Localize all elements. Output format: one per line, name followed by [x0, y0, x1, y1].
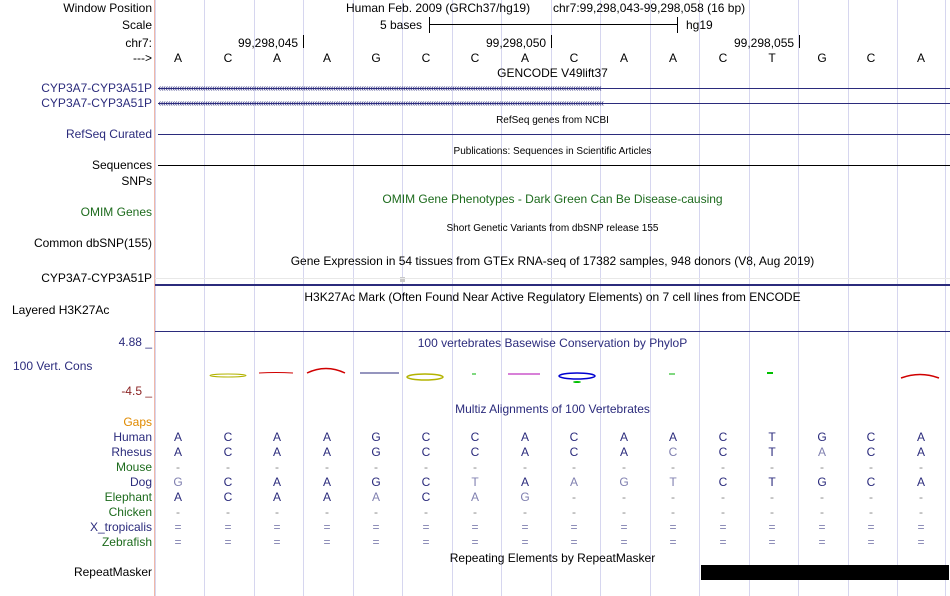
track-labels	[0, 0, 154, 596]
gencode-line-2	[158, 103, 950, 104]
aligned-base: =	[917, 520, 925, 534]
aligned-base: C	[718, 475, 728, 489]
aligned-base: A	[272, 475, 281, 489]
coord-label-2: 99,298,050	[486, 36, 547, 50]
phylop-conservation-plot[interactable]	[155, 362, 950, 386]
aligned-base: =	[174, 520, 182, 534]
aligned-base: =	[372, 535, 380, 549]
species-human[interactable]: Human	[113, 430, 152, 444]
aligned-base: -	[523, 460, 527, 474]
aligned-base: -	[176, 460, 180, 474]
aligned-base: =	[669, 535, 677, 549]
aligned-base: C	[223, 490, 233, 504]
aligned-base: C	[421, 445, 431, 459]
dbsnp-track-title: Short Genetic Variants from dbSNP release 155	[446, 223, 659, 234]
aligned-base: =	[224, 535, 232, 549]
refseq-gene-line[interactable]	[158, 134, 950, 135]
aligned-base: -	[770, 490, 774, 504]
aligned-base: A	[272, 445, 281, 459]
multiz-track-title: Multiz Alignments of 100 Vertebrates	[455, 402, 650, 416]
aligned-base: =	[818, 535, 826, 549]
aligned-base: A	[272, 490, 281, 504]
label-window-position: Window Position	[63, 1, 152, 15]
species-elephant[interactable]: Elephant	[104, 490, 152, 504]
aligned-base: A	[322, 445, 331, 459]
species-zebrafish[interactable]: Zebrafish	[101, 535, 152, 549]
label-snps[interactable]: SNPs	[121, 174, 152, 188]
aligned-base: =	[818, 520, 826, 534]
coord-label-1: 99,298,045	[238, 36, 299, 50]
scale-label: 5 bases	[380, 18, 423, 32]
h3k27ac-signal-line[interactable]	[155, 331, 950, 332]
base: A	[322, 51, 331, 65]
aligned-base: -	[869, 505, 873, 519]
refseq-track-title: RefSeq genes from NCBI	[496, 115, 609, 126]
label-scale: Scale	[121, 18, 152, 32]
aligned-base: G	[371, 475, 381, 489]
aligned-base: -	[424, 460, 428, 474]
aligned-base: A	[322, 490, 331, 504]
aligned-base: -	[919, 505, 923, 519]
sequences-line[interactable]	[158, 165, 950, 166]
aligned-base: A	[272, 430, 281, 444]
scale-bar-left-tick	[429, 17, 430, 33]
base: C	[421, 51, 431, 65]
aligned-base: -	[721, 460, 725, 474]
aligned-base: =	[422, 535, 430, 549]
gtex-track-title: Gene Expression in 54 tissues from GTEx RNA-seq of 17382 samples, 948 donors (V8, Aug 2019)	[290, 254, 815, 268]
aligned-base: =	[917, 535, 925, 549]
h3k27ac-track-title: H3K27Ac Mark (Often Found Near Active Regulatory Elements) on 7 cell lines from ENCODE	[304, 290, 801, 304]
aligned-base: -	[770, 505, 774, 519]
aligned-base: =	[570, 535, 578, 549]
aligned-base: C	[470, 445, 480, 459]
aligned-base: C	[223, 475, 233, 489]
aligned-base: G	[173, 475, 183, 489]
aligned-base: A	[173, 490, 182, 504]
aligned-base: T	[471, 475, 479, 489]
label-repeatmasker[interactable]: RepeatMasker	[73, 565, 152, 579]
aligned-base: G	[817, 475, 827, 489]
aligned-base: =	[471, 520, 479, 534]
base: C	[569, 51, 579, 65]
aligned-base: =	[719, 520, 727, 534]
aligned-base: -	[572, 460, 576, 474]
aligned-base: =	[224, 520, 232, 534]
cons-max-value: 4.88 _	[118, 335, 152, 349]
db-label: hg19	[686, 18, 713, 32]
aligned-base: A	[470, 490, 479, 504]
aligned-base: -	[473, 505, 477, 519]
aligned-base: =	[867, 520, 875, 534]
aligned-base: A	[322, 475, 331, 489]
aligned-base: T	[669, 475, 677, 489]
species-x-tropicalis[interactable]: X_tropicalis	[89, 520, 152, 534]
label-strand-arrow[interactable]: --->	[133, 51, 152, 65]
aligned-base: C	[470, 430, 480, 444]
gencode-track-title: GENCODE V49lift37	[497, 66, 608, 80]
label-dbsnp[interactable]: Common dbSNP(155)	[33, 236, 152, 250]
label-gaps[interactable]: Gaps	[123, 415, 152, 429]
base: C	[470, 51, 480, 65]
aligned-base: A	[916, 430, 925, 444]
aligned-base: A	[817, 445, 826, 459]
publications-track-title: Publications: Sequences in Scientific Articles	[453, 146, 652, 157]
scale-bar-right-tick	[677, 17, 678, 33]
cons-min-value: -4.5 _	[121, 384, 152, 398]
aligned-base: -	[275, 505, 279, 519]
scale-bar	[429, 24, 677, 25]
aligned-base: -	[374, 460, 378, 474]
aligned-base: =	[174, 535, 182, 549]
aligned-base: T	[768, 475, 776, 489]
aligned-base: -	[325, 460, 329, 474]
aligned-base: C	[421, 430, 431, 444]
aligned-base: -	[572, 505, 576, 519]
aligned-base: -	[325, 505, 329, 519]
aligned-base: T	[768, 430, 776, 444]
aligned-base: -	[820, 490, 824, 504]
aligned-base: =	[867, 535, 875, 549]
base: A	[520, 51, 529, 65]
label-omim[interactable]: OMIM Genes	[80, 205, 152, 219]
aligned-base: C	[569, 445, 579, 459]
base: C	[866, 51, 876, 65]
assembly-title: Human Feb. 2009 (GRCh37/hg19)	[346, 1, 531, 15]
base: G	[817, 51, 827, 65]
aligned-base: A	[520, 445, 529, 459]
aligned-base: G	[817, 430, 827, 444]
aligned-base: G	[371, 445, 381, 459]
aligned-base: -	[572, 490, 576, 504]
base: C	[718, 51, 728, 65]
aligned-base: A	[668, 430, 677, 444]
aligned-base: -	[473, 460, 477, 474]
aligned-base: =	[422, 520, 430, 534]
aligned-base: -	[523, 505, 527, 519]
gtex-baseline	[155, 278, 950, 279]
label-refseq[interactable]: RefSeq Curated	[65, 127, 152, 141]
aligned-base: C	[718, 430, 728, 444]
label-cons[interactable]: 100 Vert. Cons	[13, 359, 93, 373]
base: G	[371, 51, 381, 65]
coord-label-3: 99,298,055	[734, 36, 795, 50]
label-chr: chr7:	[125, 36, 152, 50]
aligned-base: =	[273, 520, 281, 534]
aligned-base: G	[371, 430, 381, 444]
repeatmasker-track-title: Repeating Elements by RepeatMasker	[449, 551, 656, 565]
coord-tick-3	[799, 35, 800, 48]
species-dog[interactable]: Dog	[129, 475, 152, 489]
aligned-base: =	[471, 535, 479, 549]
base: A	[272, 51, 281, 65]
aligned-base: =	[323, 535, 331, 549]
base: A	[668, 51, 677, 65]
aligned-base: C	[223, 445, 233, 459]
aligned-base: A	[371, 490, 380, 504]
aligned-base: -	[226, 460, 230, 474]
aligned-base: C	[223, 430, 233, 444]
label-sequences[interactable]: Sequences	[91, 158, 152, 172]
aligned-base: A	[569, 475, 578, 489]
label-h3k27ac[interactable]: Layered H3K27Ac	[12, 303, 110, 317]
aligned-base: -	[820, 460, 824, 474]
aligned-base: -	[275, 460, 279, 474]
aligned-base: =	[719, 535, 727, 549]
species-rhesus[interactable]: Rhesus	[111, 445, 152, 459]
aligned-base: C	[866, 445, 876, 459]
repeat-element-block[interactable]	[701, 565, 949, 580]
aligned-base: =	[521, 520, 529, 534]
aligned-base: -	[226, 505, 230, 519]
aligned-base: -	[622, 490, 626, 504]
aligned-base: -	[770, 460, 774, 474]
aligned-base: =	[768, 535, 776, 549]
aligned-base: C	[718, 445, 728, 459]
aligned-base: -	[671, 490, 675, 504]
base: C	[223, 51, 233, 65]
aligned-base: -	[622, 460, 626, 474]
aligned-base: C	[421, 475, 431, 489]
aligned-base: A	[173, 445, 182, 459]
aligned-base: =	[372, 520, 380, 534]
label-gencode-2[interactable]: CYP3A7-CYP3A51P	[41, 96, 152, 110]
aligned-base: =	[669, 520, 677, 534]
base: T	[768, 51, 776, 65]
aligned-base: C	[866, 475, 876, 489]
species-mouse[interactable]: Mouse	[115, 460, 152, 474]
aligned-base: T	[768, 445, 776, 459]
aligned-base: -	[869, 460, 873, 474]
species-chicken[interactable]: Chicken	[108, 505, 152, 519]
base: A	[916, 51, 925, 65]
aligned-base: =	[273, 535, 281, 549]
window-position-value: chr7:99,298,043-99,298,058 (16 bp)	[553, 1, 746, 15]
aligned-base: -	[176, 505, 180, 519]
aligned-base: A	[520, 430, 529, 444]
aligned-base: A	[916, 445, 925, 459]
aligned-base: -	[671, 505, 675, 519]
gtex-divider	[155, 284, 950, 286]
aligned-base: G	[619, 475, 629, 489]
aligned-base: -	[721, 490, 725, 504]
aligned-base: -	[869, 490, 873, 504]
aligned-base: A	[520, 475, 529, 489]
aligned-base: -	[919, 490, 923, 504]
aligned-base: -	[721, 505, 725, 519]
aligned-base: A	[916, 475, 925, 489]
aligned-base: A	[173, 430, 182, 444]
aligned-base: -	[374, 505, 378, 519]
omim-track-title: OMIM Gene Phenotypes - Dark Green Can Be Disease-causing	[382, 192, 723, 206]
phylop-track-title: 100 vertebrates Basewise Conservation by PhyloP	[417, 336, 688, 350]
aligned-base: C	[569, 430, 579, 444]
base: A	[619, 51, 628, 65]
aligned-base: C	[668, 445, 678, 459]
label-gtex[interactable]: CYP3A7-CYP3A51P	[41, 271, 152, 285]
aligned-base: -	[671, 460, 675, 474]
aligned-base: C	[866, 430, 876, 444]
aligned-base: -	[919, 460, 923, 474]
aligned-base: -	[820, 505, 824, 519]
aligned-base: =	[521, 535, 529, 549]
aligned-base: =	[620, 520, 628, 534]
aligned-base: =	[768, 520, 776, 534]
aligned-base: =	[620, 535, 628, 549]
aligned-base: A	[322, 430, 331, 444]
label-gencode-1[interactable]: CYP3A7-CYP3A51P	[41, 81, 152, 95]
coord-tick-1	[303, 35, 304, 48]
aligned-base: G	[520, 490, 530, 504]
aligned-base: C	[421, 490, 431, 504]
aligned-base: A	[619, 430, 628, 444]
coord-tick-2	[551, 35, 552, 48]
aligned-base: -	[622, 505, 626, 519]
aligned-base: =	[570, 520, 578, 534]
base: A	[173, 51, 182, 65]
gencode-line-1	[158, 88, 950, 89]
aligned-base: -	[424, 505, 428, 519]
aligned-base: =	[323, 520, 331, 534]
aligned-base: A	[619, 445, 628, 459]
